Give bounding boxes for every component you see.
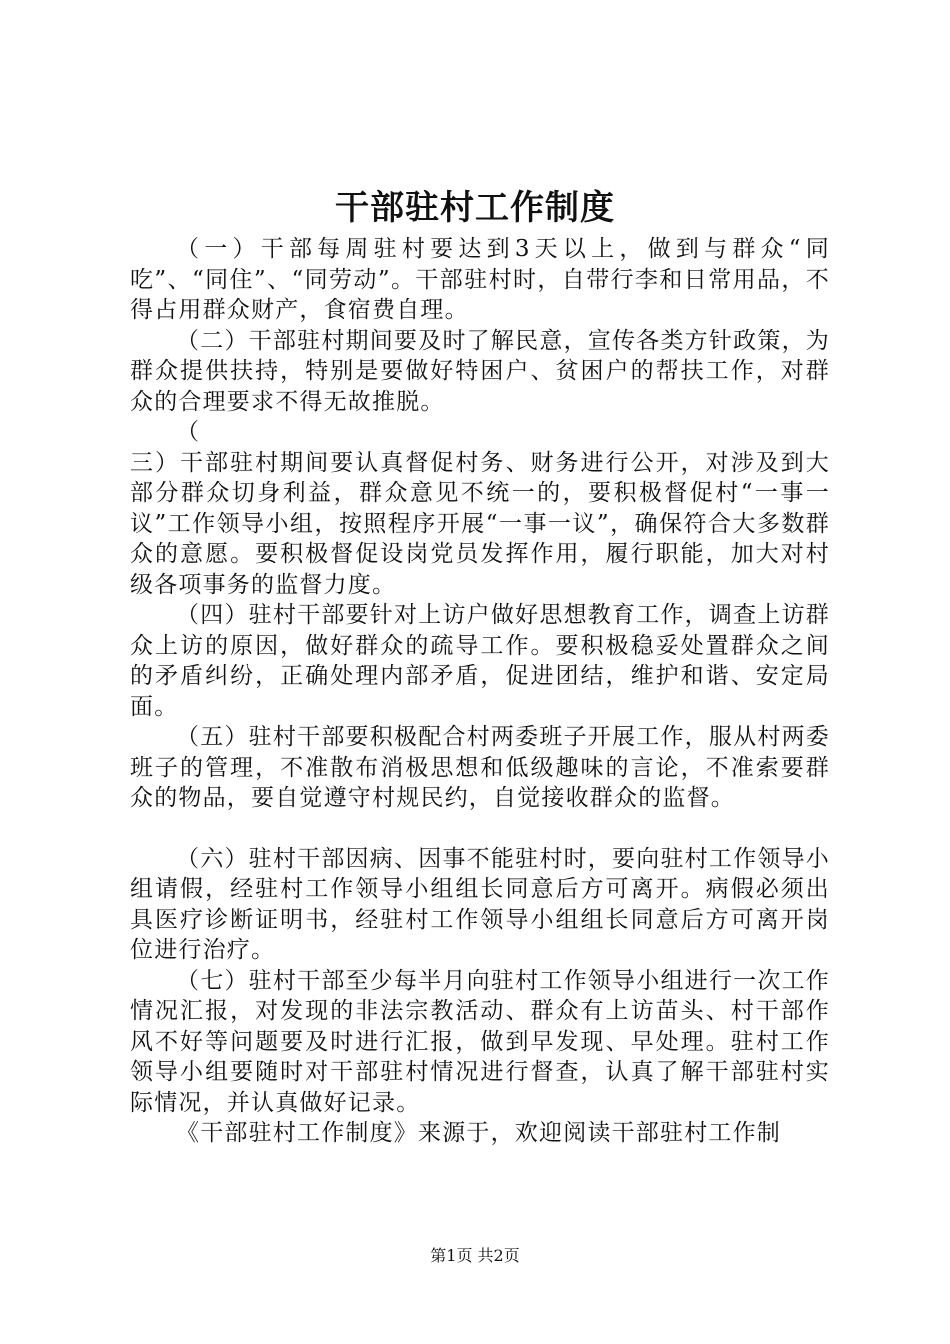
paragraph-1: （一）干部每周驻村要达到3天以上，做到与群众“同吃”、“同住”、“同劳动”。干部驻村时，自带行李和日常用品，不得占用群众财产，食宿费自理。: [130, 236, 830, 323]
paragraph-5: （五）驻村干部要积极配合村两委班子开展工作，服从村两委班子的管理，不准散布消极思想和低级趣味的言论，不准索要群众的物品，要自觉遵守村规民约，自觉接收群众的监督。: [130, 724, 830, 811]
paragraph-8: 《干部驻村工作制度》来源于，欢迎阅读干部驻村工作制: [176, 1120, 781, 1146]
paragraph-4: （四）驻村干部要针对上访户做好思想教育工作，调查上访群众上访的原因，做好群众的疏导工作。要积极稳妥处置群众之间的矛盾纠纷，正确处理内部矛盾，促进团结，维护和谐、安定局面。: [130, 602, 830, 720]
paragraph-6: （六）驻村干部因病、因事不能驻村时，要向驻村工作领导小组请假，经驻村工作领导小组组长同意后方可离开。病假必须出具医疗诊断证明书，经驻村工作领导小组组长同意后方可离开岗位进行治疗。: [130, 845, 830, 963]
paragraph-3-open-bracket: （: [176, 419, 201, 445]
paragraph-7: （七）驻村干部至少每半月向驻村工作领导小组进行一次工作情况汇报，对发现的非法宗教活动、群众有上访苗头、村干部作风不好等问题要及时进行汇报，做到早发现、早处理。驻村工作领导小组要随时对干部驻村情况进行督查，认真了解干部驻村实际情况，并认真做好记录。: [130, 967, 830, 1116]
page-number: 第1页 共2页: [430, 1246, 520, 1265]
document-body: [130, 234, 830, 1149]
paragraph-gap: [130, 814, 830, 844]
paragraph-3: 三）干部驻村期间要认真督促村务、财务进行公开，对涉及到大部分群众切身利益，群众意见不统一的，要积极督促村“一事一议”工作领导小组，按照程序开展“一事一议”，确保符合大多数群众的意愿。要积极督促设岗党员发挥作用，履行职能，加大对村级各项事务的监督力度。: [130, 449, 830, 598]
paragraph-2: （二）干部驻村期间要及时了解民意，宣传各类方针政策，为群众提供扶持，特别是要做好特困户、贫困户的帮扶工作，对群众的合理要求不得无故推脱。: [130, 327, 830, 415]
document-title: 干部驻村工作制度: [335, 188, 615, 228]
